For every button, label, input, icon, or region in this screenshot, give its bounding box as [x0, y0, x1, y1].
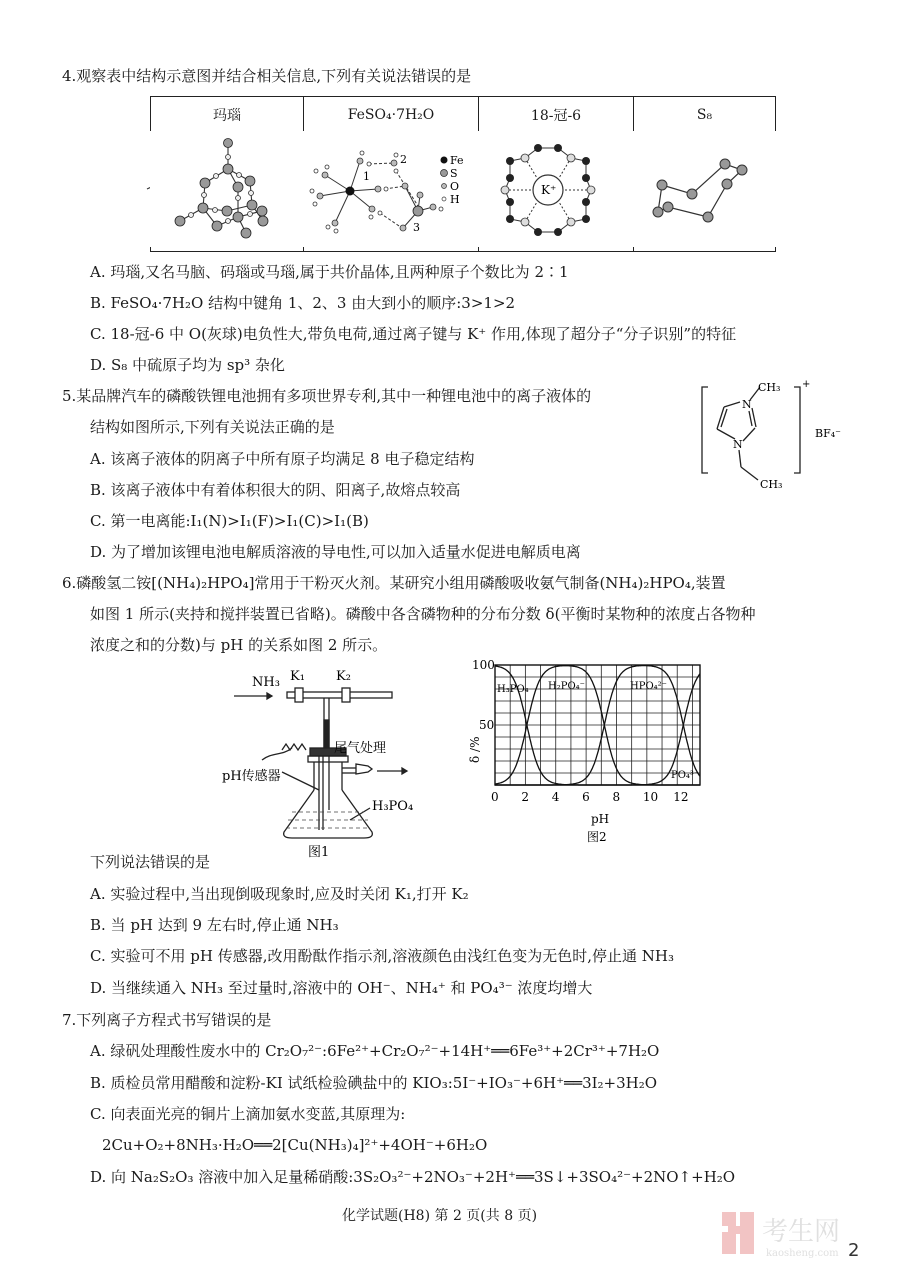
q6-prompt: 下列说法错误的是: [90, 853, 211, 871]
q6-stem-2: 如图 1 所示(夹持和搅拌装置已省略)。磷酸中各含磷物种的分布分数 δ(平衡时某物种的浓度占各物种: [90, 605, 756, 623]
q7-option-c-equation: 2Cu+O₂+8NH₃·H₂O══2[Cu(NH₃)₄]²⁺+4OH⁻+6H₂O: [102, 1136, 488, 1154]
x-tick-label: 4: [551, 790, 560, 804]
header-feso4: FeSO₄·7H₂O: [304, 97, 479, 134]
q6-stem-3: 浓度之和的分数)与 pH 的关系如图 2 所示。: [90, 636, 388, 654]
q4-option-a: A. 玛瑙,又名马脑、码瑙或马瑙,属于共价晶体,且两种原子个数比为 2∶1: [90, 263, 569, 281]
q5-stem-1: 5.某品牌汽车的磷酸铁锂电池拥有多项世界专利,其中一种锂电池中的离子液体的: [62, 387, 592, 405]
series-label-h2po4: H₂PO₄⁻: [548, 681, 585, 692]
k2-label: K₂: [336, 669, 351, 684]
ph-sensor-label: pH传感器: [222, 769, 281, 784]
chart-grid: [495, 665, 700, 785]
x-axis-label: pH: [591, 812, 610, 826]
angle-label-1: 1: [363, 170, 370, 183]
x-tick-label: 2: [521, 790, 530, 804]
y-tick-labels: [472, 658, 495, 732]
y-axis-label: δ /%: [468, 736, 482, 763]
tail-gas-label: 尾气处理: [334, 741, 387, 756]
q5-option-c: C. 第一电离能:I₁(N)>I₁(F)>I₁(C)>I₁(B): [90, 512, 369, 530]
x-tick-label: 10: [642, 790, 659, 804]
h3po4-label: H₃PO₄: [372, 799, 414, 814]
q4-option-c: C. 18-冠-6 中 O(灰球)电负性大,带负电荷,通过离子键与 K⁺ 作用,体现了超分子“分子识别”的特征: [90, 325, 737, 343]
k1-label: K₁: [290, 669, 305, 684]
q7-option-a: A. 绿矾处理酸性废水中的 Cr₂O₇²⁻:6Fe²⁺+Cr₂O₇²⁻+14H⁺══6Fe³⁺+2Cr³⁺+7H₂O: [90, 1042, 660, 1060]
series-label-hpo4: HPO₄²⁻: [630, 681, 667, 692]
svg-text:S: S: [450, 167, 458, 180]
watermark-logo-icon: [722, 1212, 754, 1254]
figure1-apparatus: [222, 660, 462, 860]
ionic-liquid-structure: [690, 375, 850, 500]
q5-option-b: B. 该离子液体中有着体积很大的阴、阳离子,故熔点较高: [90, 481, 461, 499]
x-tick-label: 0: [491, 790, 499, 804]
n-top-label: N: [742, 398, 752, 411]
watermark-brand: 考生网: [762, 1217, 841, 1247]
angle-label-2: 2: [400, 153, 407, 166]
anion-label: BF₄⁻: [815, 427, 841, 440]
svg-text:H: H: [450, 193, 460, 206]
nh3-label: NH₃: [252, 675, 280, 690]
q6-option-c: C. 实验可不用 pH 传感器,改用酚酞作指示剂,溶液颜色由浅红色变为无色时,停止通 NH₃: [90, 947, 674, 965]
q7-option-b: B. 质检员常用醋酸和淀粉-KI 试纸检验碘盐中的 KIO₃:5I⁻+IO₃⁻+6H⁺══3I₂+3H₂O: [90, 1074, 658, 1092]
figure2-caption: 图2: [587, 830, 607, 844]
q4-stem: 4.观察表中结构示意图并结合相关信息,下列有关说法错误的是: [62, 67, 472, 85]
page-footer: 化学试题(H8) 第 2 页(共 8 页): [342, 1208, 538, 1224]
series-label-h3po4: H₃PO₄: [497, 684, 529, 695]
charge-label: +: [802, 379, 811, 390]
svg-text:Fe: Fe: [450, 154, 464, 167]
x-tick-label: 8: [612, 790, 621, 804]
header-agate: 玛瑙: [151, 97, 304, 134]
q6-option-b: B. 当 pH 达到 9 左右时,停止通 NH₃: [90, 916, 339, 934]
x-tick-label: 12: [673, 790, 689, 804]
q7-option-c: C. 向表面光亮的铜片上滴加氨水变蓝,其原理为:: [90, 1105, 406, 1123]
k-ion-label: K⁺: [541, 183, 557, 197]
page-number: 2: [848, 1240, 860, 1261]
methyl-top-label: CH₃: [758, 381, 781, 394]
angle-label-3: 3: [413, 221, 420, 234]
y-tick-label: 100: [472, 658, 495, 672]
watermark-domain: kaosheng.com: [766, 1248, 839, 1259]
q6-option-a: A. 实验过程中,当出现倒吸现象时,应及时关闭 K₁,打开 K₂: [90, 885, 469, 903]
x-tick-label: 6: [582, 790, 590, 804]
structure-diagrams: [150, 131, 776, 247]
header-s8: S₈: [634, 97, 776, 134]
figure1-caption: 图1: [308, 845, 330, 860]
methyl-bottom-label: CH₃: [760, 478, 783, 491]
q5-stem-2: 结构如图所示,下列有关说法正确的是: [90, 418, 335, 436]
q6-option-d: D. 当继续通入 NH₃ 至过量时,溶液中的 OH⁻、NH₄⁺ 和 PO₄³⁻ 浓度均增大: [90, 979, 593, 997]
svg-text:O: O: [450, 180, 460, 193]
q5-option-d: D. 为了增加该锂电池电解质溶液的导电性,可以加入适量水促进电解质电离: [90, 543, 581, 561]
q7-stem: 7.下列离子方程式书写错误的是: [62, 1011, 272, 1029]
s-atom: [413, 206, 423, 216]
q4-option-d: D. S₈ 中硫原子均为 sp³ 杂化: [90, 356, 285, 374]
q4-option-b: B. FeSO₄·7H₂O 结构中键角 1、2、3 由大到小的顺序:3>1>2: [90, 294, 516, 312]
q7-option-d: D. 向 Na₂S₂O₃ 溶液中加入足量稀硝酸:3S₂O₃²⁻+2NO₃⁻+2H⁺══3S↓+3SO₄²⁻+2NO↑+H₂O: [90, 1168, 736, 1186]
q5-option-a: A. 该离子液体的阴离子中所有原子均满足 8 电子稳定结构: [90, 450, 475, 468]
figure2-distribution-chart: [465, 655, 715, 845]
fe-atom: [346, 187, 355, 196]
x-tick-labels: [491, 790, 689, 804]
n-bottom-label: N: [733, 438, 743, 451]
header-crown: 18-冠-6: [479, 97, 634, 134]
y-tick-label: 50: [479, 718, 495, 732]
series-label-po4: PO₄³⁻: [671, 770, 700, 781]
q6-stem-1: 6.磷酸氢二铵[(NH₄)₂HPO₄]常用于干粉灭火剂。某研究小组用磷酸吸收氨气制备(NH₄)₂HPO₄,装置: [62, 574, 726, 592]
